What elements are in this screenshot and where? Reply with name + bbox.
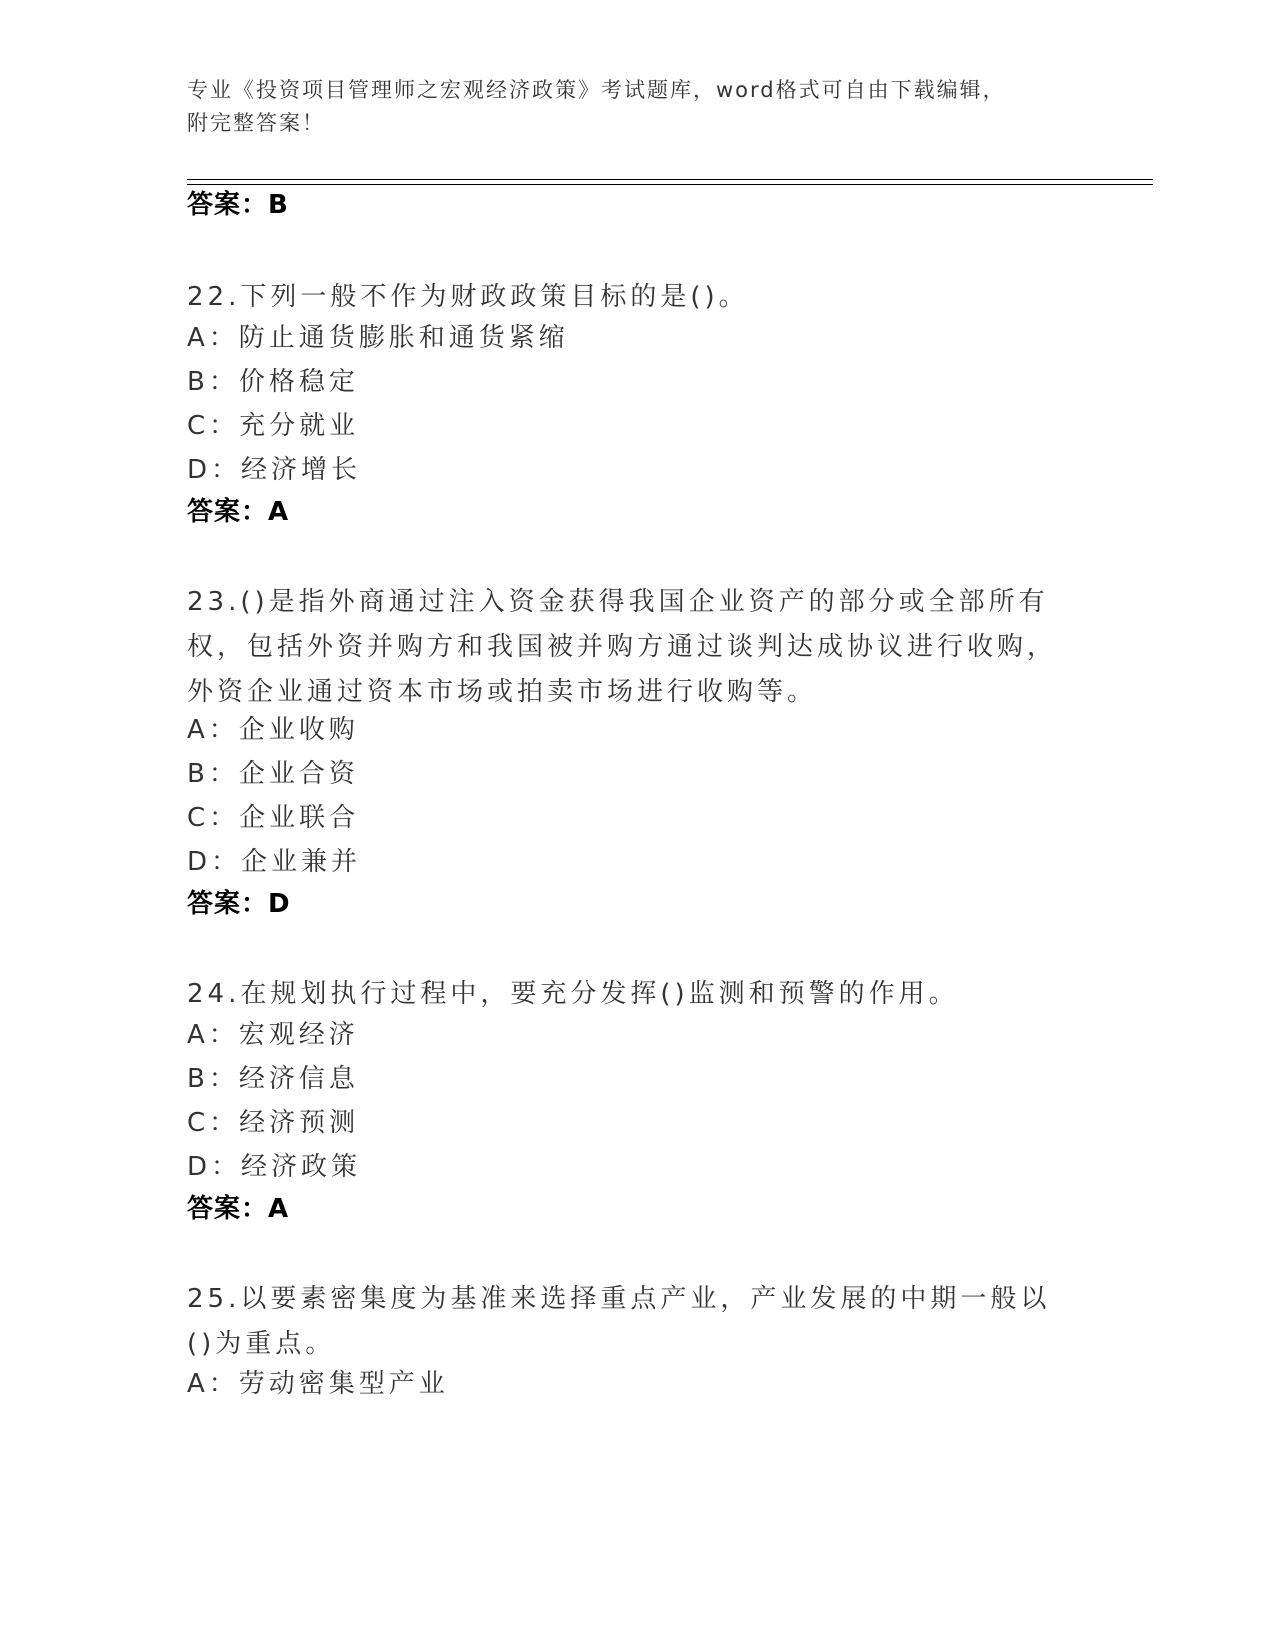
question-23-option-d: D：企业兼并 [187,847,362,877]
question-22-stem: 22.下列一般不作为财政政策目标的是()。 [187,282,749,312]
question-24-option-a: A：宏观经济 [187,1020,359,1050]
question-24-option-b: B：经济信息 [187,1064,359,1094]
question-25-option-a: A：劳动密集型产业 [187,1369,449,1399]
document-header [187,74,1087,140]
question-23-option-b: B：企业合资 [187,759,359,789]
question-22-option-c: C：充分就业 [187,411,360,441]
question-24-stem: 24.在规划执行过程中，要充分发挥()监测和预警的作用。 [187,979,959,1009]
question-22-option-a: A：防止通货膨胀和通货紧缩 [187,323,569,353]
question-23-option-c: C：企业联合 [187,803,360,833]
answer-24: 答案：A [187,1194,290,1224]
header-line-1: 专业《投资项目管理师之宏观经济政策》考试题库，word格式可自由下载编辑， [187,78,1006,102]
header-line-2: 附完整答案！ [187,111,325,135]
question-23-option-a: A：企业收购 [187,715,359,745]
question-24-option-d: D：经济政策 [187,1152,362,1182]
question-22-option-b: B：价格稳定 [187,367,359,397]
header-divider-bottom [187,184,1153,185]
answer-23: 答案：D [187,889,291,919]
question-24-option-c: C：经济预测 [187,1108,360,1138]
answer-22: 答案：A [187,497,290,527]
header-divider-top [187,179,1153,180]
question-25-stem: 25.以要素密集度为基准来选择重点产业，产业发展的中期一般以()为重点。 [187,1284,1051,1359]
question-22-option-d: D：经济增长 [187,455,362,485]
question-23-stem: 23.()是指外商通过注入资金获得我国企业资产的部分或全部所有权，包括外资并购方和我国被并购方通过谈判达成协议进行收购，外资企业通过资本市场或拍卖市场进行收购等。 [187,587,1058,707]
answer-21: 答案：B [187,190,289,220]
